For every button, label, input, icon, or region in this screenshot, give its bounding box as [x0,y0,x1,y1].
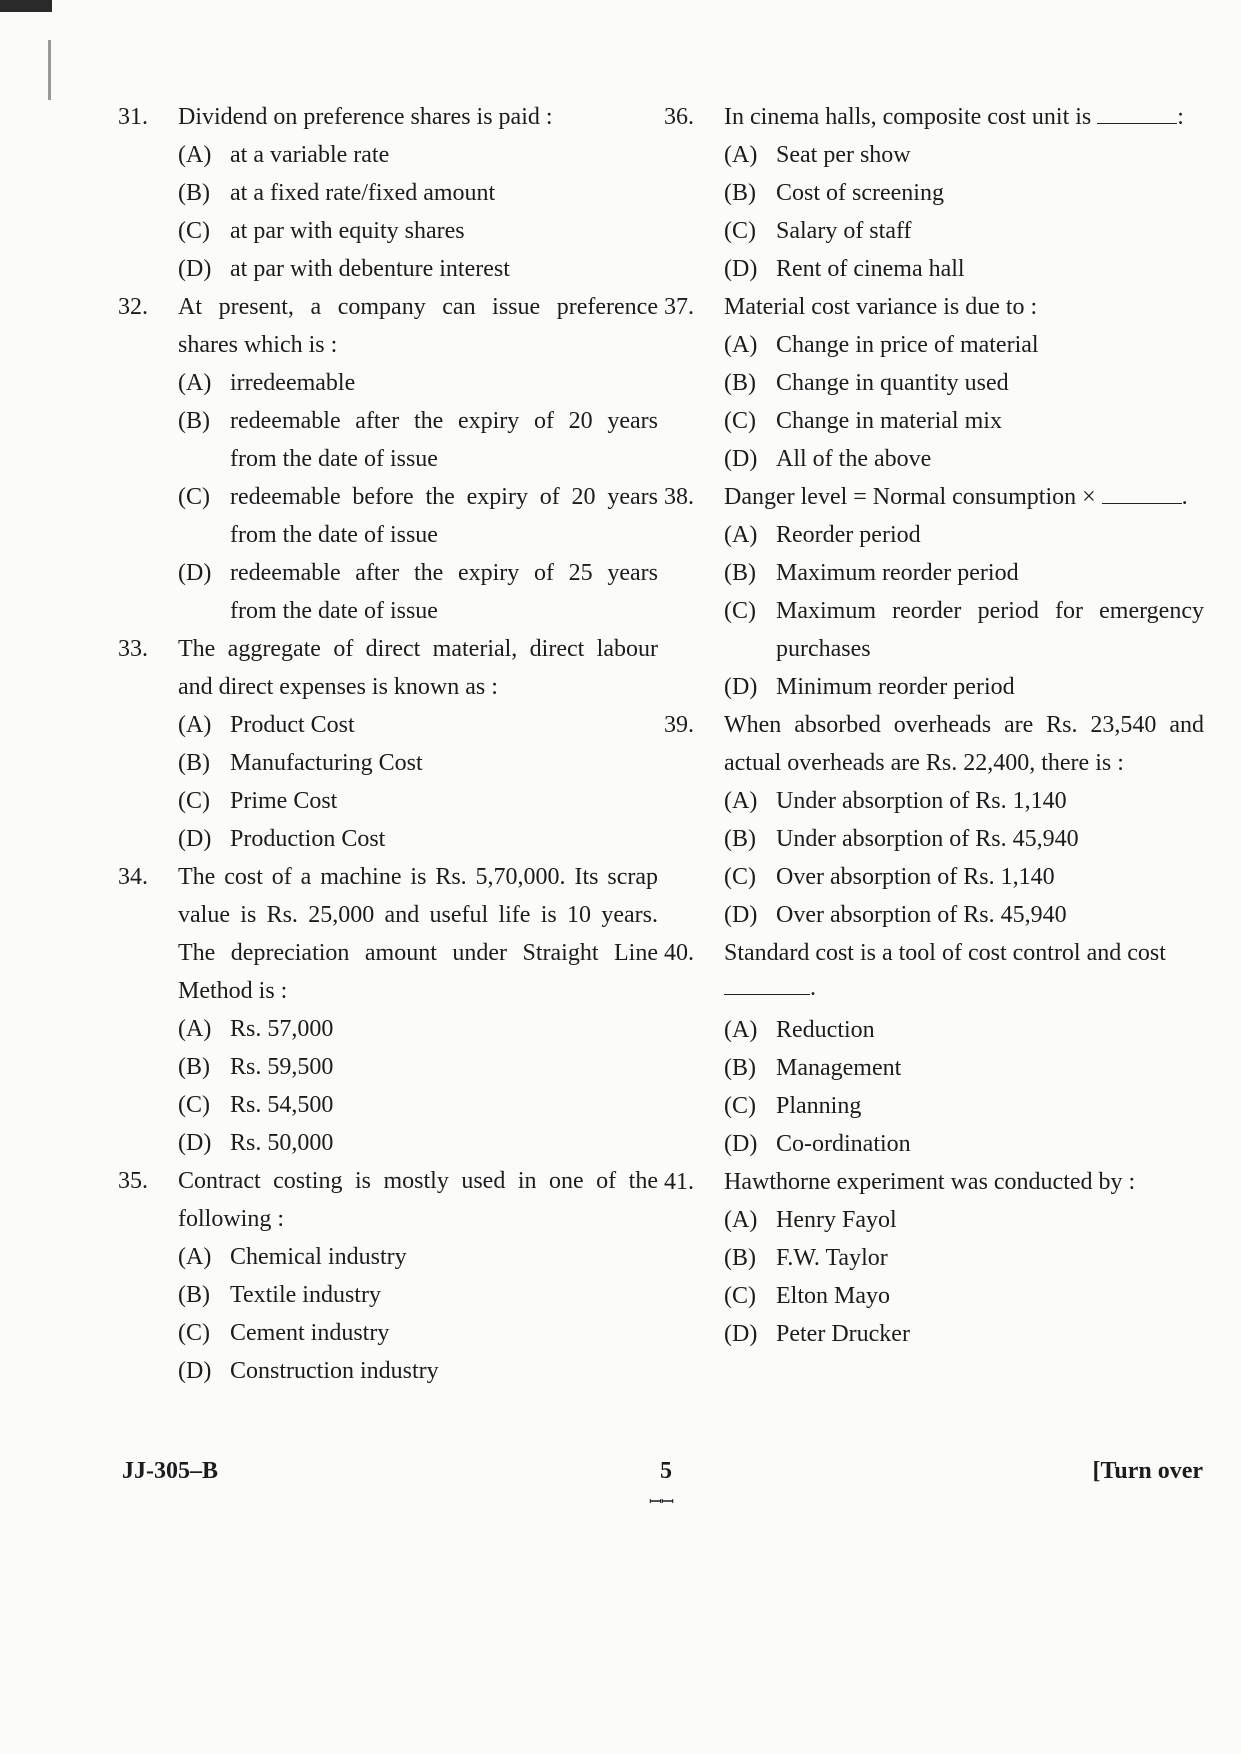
question-text [178,1162,658,1238]
option-label: (C) [724,1093,756,1119]
option-label: (C) [724,218,756,244]
option-d [178,1352,658,1390]
option-label: (B) [178,750,210,776]
question-suffix: : [1177,104,1184,130]
option-label: (A) [724,1017,758,1043]
question-text [178,630,658,706]
option-a [724,782,1204,820]
option-a [724,1011,1204,1049]
option-label: (C) [724,598,756,624]
option-c [178,1086,658,1124]
option-a [178,1238,658,1276]
fill-in-blank-row [724,972,1204,1003]
option-label: (B) [178,180,210,206]
question-text [724,706,1204,782]
option-label: (C) [724,864,756,890]
option-label: (A) [178,712,212,738]
question-stem: Dividend on preference shares is paid : [178,104,553,130]
option-b [724,820,1204,858]
question-number: 33. [118,636,148,662]
option-text: Change in material mix [776,408,1002,434]
option-label: (A) [724,788,758,814]
question-number: 32. [118,294,148,320]
option-label: (C) [178,484,210,510]
question-34 [118,858,658,1162]
option-b [178,402,658,478]
option-c [724,402,1204,440]
option-a [724,516,1204,554]
option-list [724,1011,1204,1163]
option-b [724,364,1204,402]
option-c [724,858,1204,896]
option-text: Reorder period [776,522,921,548]
question-32 [118,288,658,630]
question-text [724,1163,1204,1201]
option-text: Production Cost [230,826,386,852]
page-mark: ꟷꟷ [649,1494,674,1511]
question-39 [664,706,1204,934]
option-label: (D) [724,1131,758,1157]
option-text: All of the above [776,446,932,472]
option-label: (B) [178,408,210,434]
option-text: redeemable after the expiry of 25 years from the date of issue [230,560,658,624]
option-label: (B) [724,370,756,396]
option-text: Textile industry [230,1282,381,1308]
option-label: (B) [724,1245,756,1271]
option-d [724,896,1204,934]
option-d [178,250,658,288]
option-a [724,1201,1204,1239]
question-stem: The cost of a machine is Rs. 5,70,000. Its scrap value is Rs. 25,000 and useful life is 10 years. The depreciation amount under Straight Line Method is : [178,864,658,1004]
option-list [724,782,1204,934]
option-text: Prime Cost [230,788,338,814]
scan-edge [0,0,52,12]
question-number: 34. [118,864,148,890]
option-text: Manufacturing Cost [230,750,423,776]
option-label: (B) [724,826,756,852]
option-label: (C) [724,408,756,434]
option-a [724,136,1204,174]
option-label: (D) [178,256,212,282]
question-stem: Contract costing is mostly used in one of the following : [178,1168,658,1232]
option-a [178,364,658,402]
option-d [724,668,1204,706]
option-list [724,326,1204,478]
option-text: at a fixed rate/fixed amount [230,180,496,206]
option-b [178,1276,658,1314]
question-text [724,934,1204,972]
option-label: (D) [178,560,212,586]
option-text: Co-ordination [776,1131,911,1157]
option-text: Elton Mayo [776,1283,890,1309]
option-text: Cost of screening [776,180,944,206]
option-text: Rent of cinema hall [776,256,965,282]
option-text: Rs. 57,000 [230,1016,334,1042]
option-label: (C) [178,218,210,244]
option-d [178,820,658,858]
option-label: (C) [178,788,210,814]
option-a [178,706,658,744]
page-number: 5 [660,1458,672,1484]
question-35 [118,1162,658,1390]
option-text: Construction industry [230,1358,439,1384]
option-d [178,554,658,630]
option-text: Seat per show [776,142,911,168]
option-text: Rs. 59,500 [230,1054,334,1080]
question-text [178,858,658,1010]
option-a [724,326,1204,364]
option-list [178,136,658,288]
option-label: (B) [724,180,756,206]
option-label: (D) [724,1321,758,1347]
option-c [724,212,1204,250]
option-list [724,516,1204,706]
paper-code: JJ-305–B [122,1458,218,1484]
option-list [178,1238,658,1390]
option-d [724,250,1204,288]
question-suffix: . [810,975,816,1001]
option-label: (A) [178,142,212,168]
question-37 [664,288,1204,478]
option-list [724,1201,1204,1353]
question-38 [664,478,1204,706]
option-text: irredeemable [230,370,356,396]
question-number: 31. [118,104,148,130]
question-41 [664,1163,1204,1353]
option-text: at par with equity shares [230,218,465,244]
option-label: (A) [724,522,758,548]
option-label: (A) [178,1016,212,1042]
option-text: Reduction [776,1017,875,1043]
question-stem: Material cost variance is due to : [724,294,1038,320]
option-text: Cement industry [230,1320,390,1346]
question-31 [118,98,658,288]
option-text: Under absorption of Rs. 45,940 [776,826,1079,852]
option-label: (D) [724,446,758,472]
option-b [724,554,1204,592]
option-text: Chemical industry [230,1244,407,1270]
option-label: (D) [724,674,758,700]
option-c [178,782,658,820]
option-c [724,592,1204,668]
question-number: 38. [664,484,694,510]
option-text: at a variable rate [230,142,390,168]
option-text: Planning [776,1093,862,1119]
option-label: (A) [724,1207,758,1233]
option-b [178,174,658,212]
turn-over-note: [Turn over [1092,1458,1203,1484]
option-d [178,1124,658,1162]
option-c [724,1087,1204,1125]
option-text: Maximum reorder period [776,560,1019,586]
option-label: (C) [178,1092,210,1118]
question-number: 41. [664,1169,694,1195]
option-b [178,1048,658,1086]
option-c [178,1314,658,1352]
option-text: Change in price of material [776,332,1039,358]
option-text: Salary of staff [776,218,912,244]
option-text: Product Cost [230,712,355,738]
option-b [724,1049,1204,1087]
option-a [178,1010,658,1048]
option-label: (B) [724,1055,756,1081]
fill-in-blank [1097,101,1177,124]
fill-in-blank [1102,481,1182,504]
option-b [178,744,658,782]
option-c [178,212,658,250]
question-36 [664,98,1204,288]
question-text [724,478,1204,516]
option-label: (B) [178,1282,210,1308]
question-33 [118,630,658,858]
option-c [724,1277,1204,1315]
option-text: Henry Fayol [776,1207,897,1233]
option-label: (C) [178,1320,210,1346]
question-stem: Standard cost is a tool of cost control and cost [724,940,1166,966]
option-text: Rs. 50,000 [230,1130,334,1156]
option-text: Rs. 54,500 [230,1092,334,1118]
option-list [178,364,658,630]
option-list [724,136,1204,288]
option-label: (A) [724,142,758,168]
option-label: (D) [178,1130,212,1156]
question-number: 39. [664,712,694,738]
option-label: (A) [178,370,212,396]
left-column [118,98,658,1390]
question-suffix: . [1181,484,1188,510]
option-text: Over absorption of Rs. 45,940 [776,902,1067,928]
option-text: F.W. Taylor [776,1245,888,1271]
question-stem: At present, a company can issue preference shares which is : [178,294,658,358]
scan-binding-mark [48,40,51,100]
question-text [724,98,1204,136]
option-list [178,1010,658,1162]
option-text: Maximum reorder period for emergency purchases [776,598,1204,662]
option-label: (D) [178,826,212,852]
option-text: Change in quantity used [776,370,1009,396]
option-text: redeemable before the expiry of 20 years from the date of issue [230,484,658,548]
option-label: (B) [724,560,756,586]
option-b [724,1239,1204,1277]
question-number: 37. [664,294,694,320]
option-text: redeemable after the expiry of 20 years from the date of issue [230,408,658,472]
option-label: (D) [178,1358,212,1384]
option-b [724,174,1204,212]
question-number: 40. [664,940,694,966]
question-number: 36. [664,104,694,130]
option-text: at par with debenture interest [230,256,510,282]
question-text [178,98,658,136]
option-a [178,136,658,174]
question-stem: Hawthorne experiment was conducted by : [724,1169,1136,1195]
option-label: (B) [178,1054,210,1080]
option-text: Over absorption of Rs. 1,140 [776,864,1055,890]
question-stem: Danger level = Normal consumption × [724,484,1096,510]
option-list [178,706,658,858]
option-label: (A) [724,332,758,358]
option-label: (D) [724,902,758,928]
option-d [724,1315,1204,1353]
option-text: Under absorption of Rs. 1,140 [776,788,1067,814]
question-text [178,288,658,364]
question-stem: When absorbed overheads are Rs. 23,540 and actual overheads are Rs. 22,400, there is : [724,712,1204,776]
option-label: (D) [724,256,758,282]
option-d [724,440,1204,478]
option-text: Peter Drucker [776,1321,910,1347]
question-number: 35. [118,1168,148,1194]
option-label: (A) [178,1244,212,1270]
question-text [724,288,1204,326]
question-40 [664,934,1204,1163]
right-column [664,98,1204,1353]
option-d [724,1125,1204,1163]
option-label: (C) [724,1283,756,1309]
option-text: Minimum reorder period [776,674,1015,700]
question-stem: In cinema halls, composite cost unit is [724,104,1092,130]
option-c [178,478,658,554]
fill-in-blank [724,972,810,995]
question-stem: The aggregate of direct material, direct labour and direct expenses is known as : [178,636,658,700]
option-text: Management [776,1055,902,1081]
